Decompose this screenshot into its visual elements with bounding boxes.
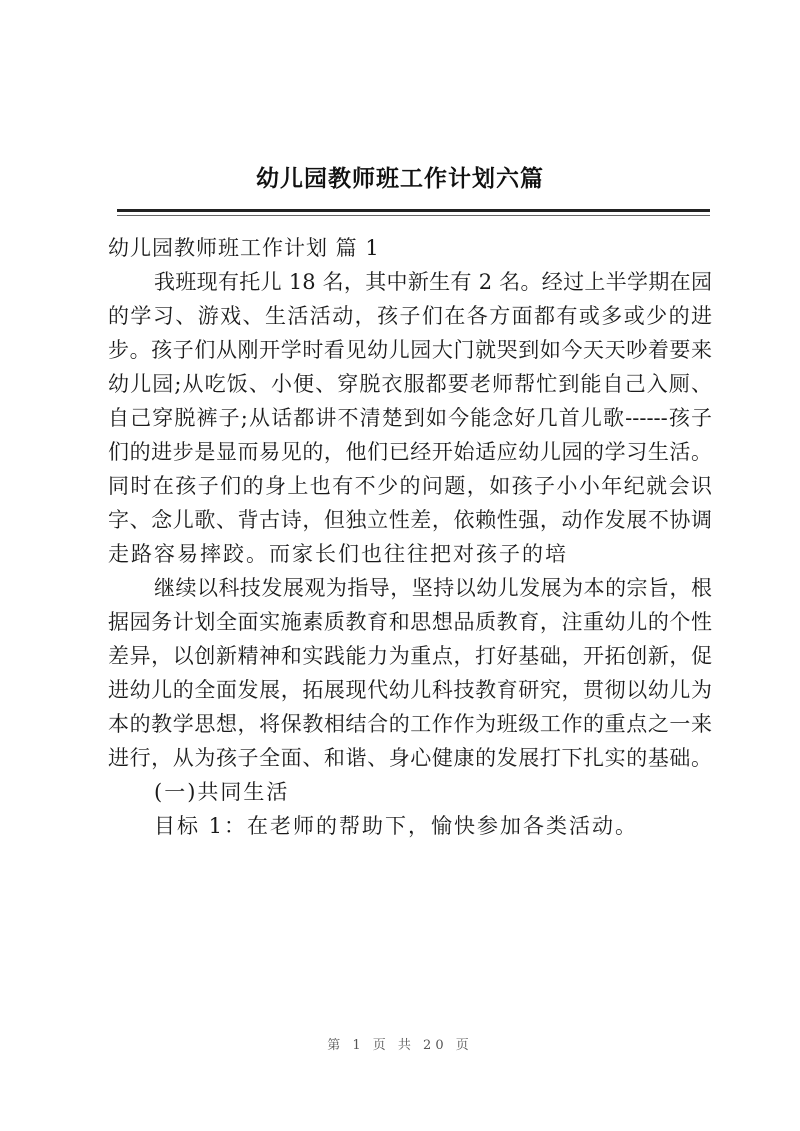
paragraph-line: 据园务计划全面实施素质教育和思想品质教育，注重幼儿的个性 — [108, 610, 712, 634]
paragraph-line: 同时在孩子们的身上也有不少的问题，如孩子小小年纪就会识 — [108, 474, 712, 498]
paragraph-line: 幼儿园;从吃饭、小便、穿脱衣服都要老师帮忙到能自己入厕、 — [108, 372, 712, 396]
subheading: (一)共同生活 — [154, 780, 290, 804]
document-body — [108, 231, 712, 843]
page-number-footer: 第 1 页 共 20 页 — [327, 1038, 473, 1053]
title-underline-thick — [117, 209, 710, 212]
paragraph-line: 差异，以创新精神和实践能力为重点，打好基础，开拓创新，促 — [108, 644, 712, 668]
paragraph-line: 本的教学思想，将保教相结合的工作作为班级工作的重点之一来 — [108, 712, 712, 736]
paragraph-line: 的学习、游戏、生活活动，孩子们在各方面都有或多或少的进 — [108, 304, 712, 328]
document-title: 幼儿园教师班工作计划六篇 — [256, 165, 544, 192]
paragraph-line: 步。孩子们从刚开学时看见幼儿园大门就哭到如今天天吵着要来 — [108, 338, 712, 362]
paragraph-line: 我班现有托儿 18 名，其中新生有 2 名。经过上半学期在园 — [154, 270, 712, 294]
paragraph-2 — [108, 571, 712, 775]
paragraph-line: 进行，从为孩子全面、和谐、身心健康的发展打下扎实的基础。 — [108, 746, 712, 770]
paragraph-line: 走路容易摔跤。而家长们也往往把对孩子的培 — [108, 542, 568, 566]
paragraph-line: 字、念儿歌、背古诗，但独立性差，依赖性强，动作发展不协调 — [108, 508, 712, 532]
goal-line: 目标 1：在老师的帮助下，愉快参加各类活动。 — [154, 814, 639, 838]
paragraph-1 — [108, 265, 712, 571]
title-underline-thin — [117, 215, 710, 216]
section-heading: 幼儿园教师班工作计划 篇 1 — [108, 236, 380, 260]
paragraph-line: 继续以科技发展观为指导，坚持以幼儿发展为本的宗旨，根 — [154, 576, 712, 600]
paragraph-line: 进幼儿的全面发展，拓展现代幼儿科技教育研究，贯彻以幼儿为 — [108, 678, 712, 702]
paragraph-line: 们的进步是显而易见的，他们已经开始适应幼儿园的学习生活。 — [108, 440, 712, 464]
paragraph-line: 自己穿脱裤子;从话都讲不清楚到如今能念好几首儿歌------孩子 — [108, 406, 712, 430]
